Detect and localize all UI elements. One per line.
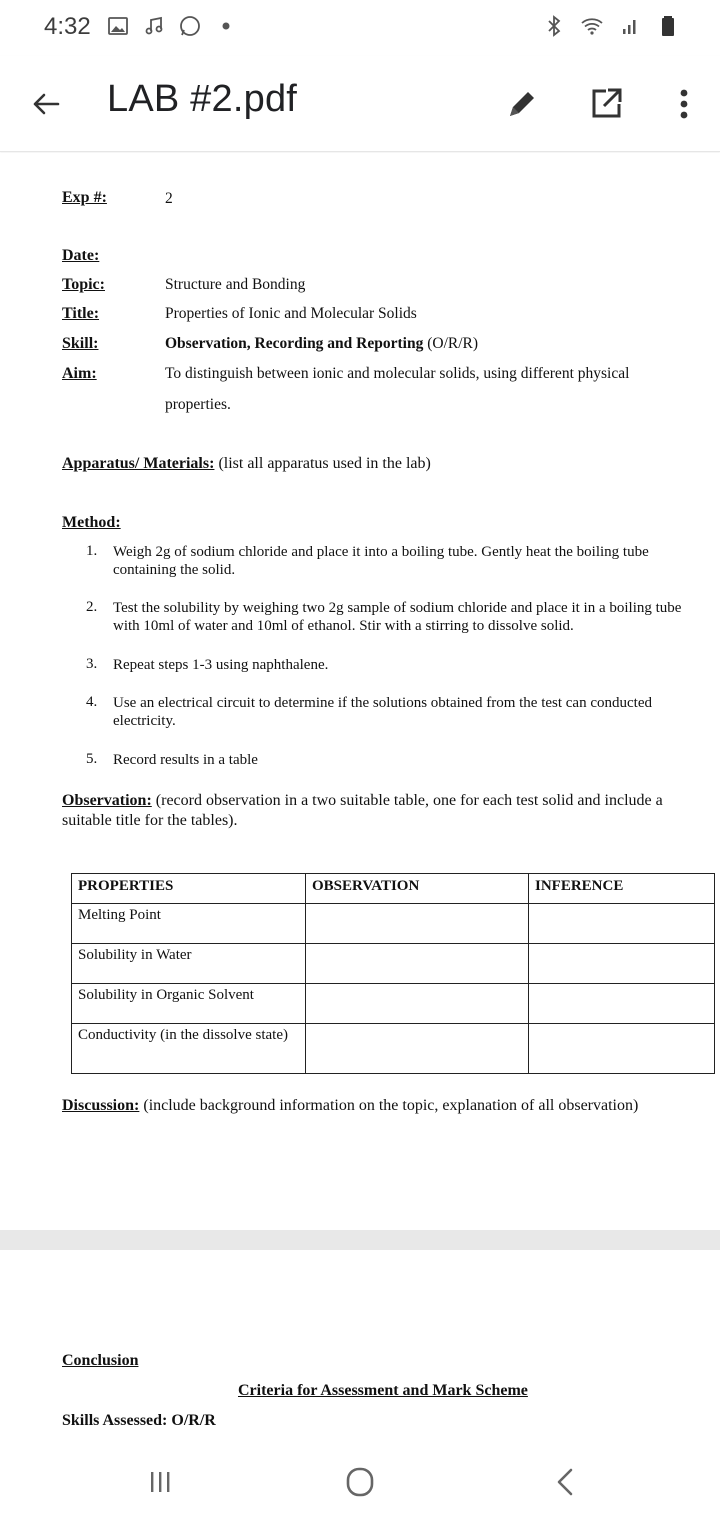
pdf-page-1: [0, 153, 720, 1230]
page-separator: [0, 1230, 720, 1250]
signal-icon: [618, 14, 642, 38]
back-arrow-icon[interactable]: [28, 86, 64, 122]
field-value-skill: [165, 335, 478, 353]
table-cell: [306, 984, 529, 1024]
table-cell: [529, 944, 715, 984]
discussion-note: (include background information on the topic, explanation of all observation): [143, 1097, 639, 1114]
method-step: 1. Weigh 2g of sodium chloride and place it into a boiling tube. Gently heat the boiling tube containing the solid.: [86, 543, 649, 578]
field-label-date: Date:: [62, 247, 100, 264]
skills-assessed: Skills Assessed: O/R/R: [62, 1412, 216, 1429]
edit-icon[interactable]: [502, 84, 542, 124]
field-label-exp: Exp #:: [62, 189, 107, 206]
app-bar: [0, 56, 720, 152]
recent-apps-icon[interactable]: [140, 1462, 180, 1502]
method-step: 2. Test the solubility by weighing two 2g sample of sodium chloride and place it in a boiling tube with 10ml of water and 10ml of ethanol. Stir with a stirring to dissolve solid.: [86, 599, 682, 634]
table-cell: Solubility in Organic Solvent: [72, 984, 306, 1024]
table-header-cell: OBSERVATION: [306, 874, 529, 904]
observation-heading: Observation:: [62, 792, 152, 809]
observation-note: (record observation in a two suitable table, one for each test solid and include a suitable title for the tables).: [62, 792, 663, 829]
bluetooth-icon: [542, 14, 566, 38]
method-step: 3. Repeat steps 1-3 using naphthalene.: [86, 656, 329, 673]
field-value-title: Properties of Ionic and Molecular Solids: [165, 305, 417, 322]
observation-section: [62, 791, 712, 831]
field-value-aim-line2: properties.: [165, 396, 231, 413]
back-icon[interactable]: [546, 1462, 586, 1502]
field-value-exp: 2: [165, 190, 173, 207]
table-cell: Conductivity (in the dissolve state): [72, 1024, 306, 1074]
table-header-cell: INFERENCE: [529, 874, 715, 904]
method-section: [62, 514, 121, 532]
more-vert-icon[interactable]: [664, 84, 704, 124]
apparatus-section: [62, 455, 431, 473]
field-label-skill: Skill:: [62, 335, 99, 352]
method-step: 5. Record results in a table: [86, 751, 258, 768]
status-bar: [0, 0, 720, 56]
table-row: [72, 1024, 715, 1074]
skill-code: (O/R/R): [427, 335, 479, 352]
table-row: [72, 984, 715, 1024]
table-cell: [529, 984, 715, 1024]
method-heading: Method:: [62, 514, 121, 531]
gallery-icon: [106, 14, 130, 38]
pdf-page-2: [0, 1250, 720, 1450]
method-step: 4. Use an electrical circuit to determine if the solutions obtained from the test can conducted electricity.: [86, 694, 652, 729]
table-cell: Solubility in Water: [72, 944, 306, 984]
conclusion-heading: Conclusion: [62, 1352, 139, 1369]
apparatus-note: (list all apparatus used in the lab): [218, 455, 431, 472]
battery-icon: [656, 14, 680, 38]
criteria-heading: Criteria for Assessment and Mark Scheme: [238, 1382, 528, 1399]
table-row: [72, 904, 715, 944]
field-value-aim: To distinguish between ionic and molecular solids, using different physical: [165, 365, 630, 382]
field-label-topic: Topic:: [62, 276, 105, 293]
document-title: LAB #2.pdf: [107, 78, 298, 120]
table-cell: Melting Point: [72, 904, 306, 944]
apparatus-heading: Apparatus/ Materials:: [62, 455, 215, 472]
table-cell: [529, 1024, 715, 1074]
field-value-topic: Structure and Bonding: [165, 276, 306, 293]
field-label-title: Title:: [62, 305, 100, 322]
discussion-section: [62, 1097, 638, 1115]
discussion-heading: Discussion:: [62, 1097, 140, 1114]
whatsapp-icon: [178, 14, 202, 38]
table-cell: [306, 904, 529, 944]
status-time: 4:32: [44, 13, 91, 40]
system-nav-bar: [0, 1450, 720, 1520]
open-external-icon[interactable]: [586, 84, 626, 124]
home-icon[interactable]: [340, 1462, 380, 1502]
observation-table: [71, 873, 715, 1074]
table-cell: [306, 944, 529, 984]
table-header-cell: PROPERTIES: [72, 874, 306, 904]
table-cell: [529, 904, 715, 944]
skill-bold-text: Observation, Recording and Reporting: [165, 335, 424, 352]
table-header-row: [72, 874, 715, 904]
music-icon: [142, 14, 166, 38]
dot-icon: [214, 14, 238, 38]
wifi-icon: [580, 14, 604, 38]
field-label-aim: Aim:: [62, 365, 97, 382]
table-cell: [306, 1024, 529, 1074]
table-row: [72, 944, 715, 984]
